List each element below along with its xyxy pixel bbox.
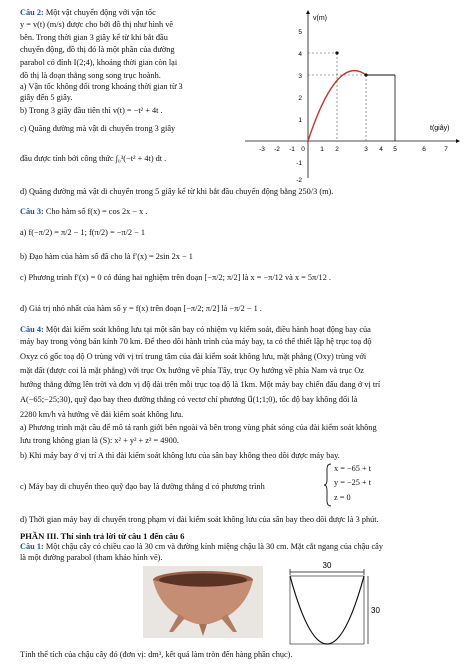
q3-intro-line [20, 207, 147, 218]
q2-intro-3: chuyển động, đồ thị đó là một phần của đường [20, 45, 175, 54]
part3-heading: PHẦN III. Thí sinh trả lời từ câu 1 đến câu 6 [20, 531, 185, 541]
x-tick: 0 [301, 146, 305, 153]
y-tick: 4 [298, 51, 302, 58]
x-tick: 5 [393, 146, 397, 153]
q2-label: Câu 2: [20, 8, 44, 17]
p3-q1-l1 [20, 542, 383, 553]
p3-q1-label: Câu 1: [20, 542, 44, 551]
q2-a-l2: giây đến 5 giây. [20, 93, 73, 102]
q4-sys-y: y = −25 + t [334, 478, 372, 487]
p3-q1-l2: là một đường parabol (tham khảo hình vẽ). [20, 553, 163, 562]
q4-text-6: 2280 km/h và hướng về đài kiểm soát không lưu. [20, 410, 184, 419]
x-tick: 3 [364, 146, 368, 153]
q4-a-l2: lưu trong không gian là (S): x² + y² + z² = 4900. [20, 436, 179, 445]
q4-system [324, 463, 414, 507]
dim-top-label: 30 [322, 561, 332, 570]
velocity-graph [240, 6, 465, 186]
q4-text-3: mặt đất (được coi là mặt phẳng) với trục Ox hướng về phía Tây, trục Oy hướng về phía Nam và trục Oz [20, 366, 364, 375]
q2-intro-0: Một vật chuyển động với vận tốc [45, 8, 156, 17]
q2-line-0 [20, 8, 156, 19]
parabola-diagram [282, 558, 382, 648]
q2-c-l1: c) Quãng đường mà vật di chuyển trong 3 giây [20, 124, 176, 133]
q4-label: Câu 4: [20, 325, 44, 334]
q2-b: b) Trong 3 giây đầu tiên thì v(t) = −t² + 4t . [20, 106, 163, 115]
x-tick: -2 [274, 146, 280, 153]
y-axis-label: v(m) [313, 15, 327, 22]
brace-icon [324, 463, 332, 507]
x-tick: -3 [259, 146, 265, 153]
q4-text-0: Một đài kiểm soát không lưu tại một sân bay có nhiệm vụ kiểm soát, điều hành hoạt động bay của [45, 325, 371, 334]
point-3-3 [364, 73, 367, 76]
y-tick: 3 [298, 73, 302, 80]
q4-c: c) Máy bay di chuyển theo quỹ đạo bay là đường thẳng d có phương trình [20, 482, 265, 491]
q4-a-l1: a) Phương trình mặt cầu để mô tả ranh giới bên ngoài và bên trong vùng phát sóng của đài kiểm soát không [20, 423, 377, 432]
q4-text-2: Oxyz có gốc toạ độ O trùng với vị trí trung tâm của đài kiểm soát không lưu, mặt phẳng (Oxy) trùng với [20, 352, 367, 361]
q2-intro-1: y = v(t) (m/s) được cho bởi đồ thị như hình vẽ [20, 20, 174, 29]
vertex-point [335, 51, 338, 54]
x-tick: 1 [320, 146, 324, 153]
q3-c: c) Phương trình f′(x) = 0 có đúng hai nghiệm trên đoạn [−π/2; π/2] là x = −π/12 và x = 5π/12 . [20, 273, 331, 282]
q3-b: b) Đạo hàm của hàm số đã cho là f′(x) = 2sin 2x − 1 [20, 252, 193, 261]
q2-intro-4: parabol có đỉnh I(2;4), khoảng thời gian còn lại [20, 58, 178, 67]
q4-text-4: hướng thẳng đứng lên trời và đơn vị độ dài trên mỗi trục toạ độ là 1km. Một máy bay chiến đấu đang ở vị trí [20, 380, 381, 389]
q4-sys-z: z = 0 [334, 493, 351, 502]
y-tick: 5 [298, 29, 302, 36]
q2-intro-2: bên. Trong thời gian 3 giây kể từ khi bắt đầu [20, 33, 168, 42]
q3-intro: Cho hàm số f(x) = cos 2x − x . [45, 207, 148, 216]
q3-d: d) Giá trị nhỏ nhất của hàm số y = f(x) trên đoạn [−π/2; π/2] là −π/2 − 1 . [20, 304, 262, 313]
y-tick: -2 [296, 177, 302, 184]
x-tick: -1 [289, 146, 295, 153]
q2-c-l2: đầu được tính bởi công thức ∫₀³(−t² + 4t) dt . [20, 154, 167, 163]
q4-text-1: máy bay trong vòng bán kính 70 km. Để theo dõi hành trình của máy bay, ta có thể thiết lập hệ trục toạ độ [20, 337, 372, 346]
q4-line-0 [20, 325, 371, 336]
q4-sys-x: x = −65 + t [334, 464, 372, 473]
p3-ask: Tính thể tích của chậu cây đó (đơn vị: dm³, kết quả làm tròn đến hàng phần chục). [20, 650, 293, 659]
x-tick: 2 [335, 146, 339, 153]
q4-b: b) Khi máy bay ở vị trí A thì đài kiểm soát không lưu của sân bay không theo dõi được máy bay. [20, 451, 340, 460]
y-tick: 2 [298, 95, 302, 102]
y-tick: -1 [296, 160, 302, 167]
parabola-shape [290, 576, 364, 644]
dim-side-label: 30 [371, 606, 380, 615]
x-tick: 7 [444, 146, 448, 153]
y-tick: 1 [298, 117, 302, 124]
x-axis-label: t(giây) [430, 125, 450, 132]
q3-a: a) f(−π/2) = π/2 − 1; f(π/2) = −π/2 − 1 [20, 228, 146, 237]
p3-q1-text: Một chậu cây có chiều cao là 30 cm và đường kính miệng chậu là 30 cm. Mặt cắt ngang của chậu cây [45, 542, 384, 551]
x-tick: 4 [379, 146, 383, 153]
q2-intro-5: đồ thị là đoạn thẳng song song trục hoành. [20, 71, 161, 80]
q4-d: d) Thời gian máy bay di chuyển trong phạm vi đài kiểm soát không lưu của sân bay theo dõi được là 3 phút. [20, 515, 379, 524]
q4-text-5: A(−65;−25;30), quỹ đạo bay theo đường thẳng có vectơ chỉ phương u⃗(1;1;0), tốc độ bay không đổi là [20, 395, 358, 404]
pot-photo [143, 566, 263, 638]
q3-label: Câu 3: [20, 207, 44, 216]
q2-a-l1: a) Vận tốc không đổi trong khoảng thời gian từ 3 [20, 82, 183, 91]
q2-d: d) Quãng đường mà vật di chuyển trong 5 giây kể từ khi bắt đầu chuyển động bằng 250/3 (m). [20, 187, 334, 196]
x-tick: 6 [422, 146, 426, 153]
